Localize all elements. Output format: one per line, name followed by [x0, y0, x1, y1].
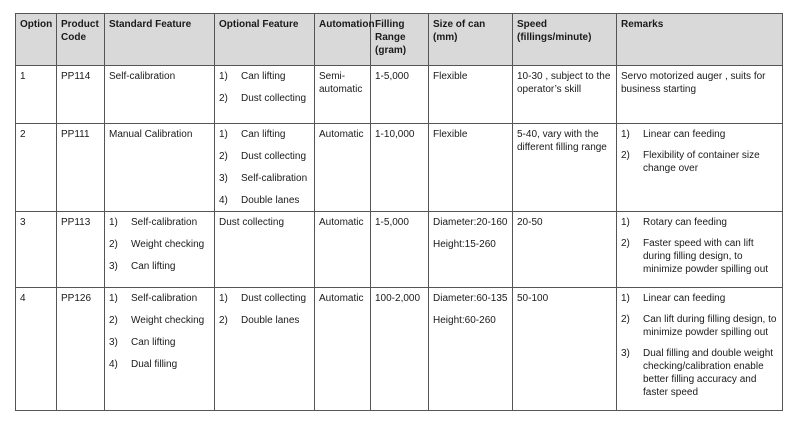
remark-item — [621, 292, 778, 305]
remark-text: Linear can feeding — [643, 129, 726, 140]
standard-feature-text: Self-calibration — [131, 217, 198, 228]
can-size-text: Diameter:20-160 — [433, 217, 508, 228]
list-number: 4) — [109, 359, 118, 370]
cell-filling-range: 100-2,000 — [371, 288, 429, 411]
optional-feature-text: Double lanes — [241, 195, 300, 206]
optional-feature-text: Dust collecting — [241, 293, 307, 304]
cell-automation: Automatic — [315, 288, 371, 411]
standard-feature-text: Weight checking — [131, 315, 205, 326]
cell-remarks — [617, 66, 783, 124]
list-number: 1) — [219, 293, 228, 304]
cell-option: 2 — [16, 124, 57, 212]
list-number: 1) — [621, 217, 630, 228]
cell-can-size — [429, 288, 513, 411]
table-row — [16, 288, 783, 411]
cell-optional-feature — [215, 212, 315, 288]
cell-option: 1 — [16, 66, 57, 124]
can-size-text: Flexible — [433, 129, 468, 140]
list-number: 2) — [621, 150, 630, 161]
remark-text: Faster speed with can lift during filling design, to minimize powder spilling out — [643, 238, 769, 275]
optional-feature-list — [219, 70, 310, 105]
optional-feature-item — [219, 70, 310, 83]
remark-list — [621, 128, 778, 175]
remark-list — [621, 292, 778, 399]
optional-feature-text: Double lanes — [241, 315, 300, 326]
header-standard-feature: Standard Feature — [105, 14, 215, 66]
optional-feature-item — [219, 92, 310, 105]
header-option: Option — [16, 14, 57, 66]
optional-feature-text: Dust collecting — [219, 217, 285, 228]
cell-can-size — [429, 66, 513, 124]
cell-option: 4 — [16, 288, 57, 411]
remark-item — [621, 313, 778, 339]
list-number: 1) — [621, 129, 630, 140]
optional-feature-item — [219, 128, 310, 141]
remark-text: Can lift during filling design, to minimize powder spilling out — [643, 314, 777, 338]
optional-feature-text: Can lifting — [241, 71, 286, 82]
list-number: 1) — [109, 293, 118, 304]
table-row — [16, 124, 783, 212]
cell-product-code: PP114 — [57, 66, 105, 124]
remark-item — [621, 216, 778, 229]
list-number: 2) — [109, 239, 118, 250]
optional-feature-item — [219, 150, 310, 163]
header-speed: Speed (fillings/minute) — [513, 14, 617, 66]
header-filling-range: Filling Range (gram) — [371, 14, 429, 66]
remark-text: Linear can feeding — [643, 293, 726, 304]
table-row — [16, 212, 783, 288]
header-optional-feature: Optional Feature — [215, 14, 315, 66]
can-size-text: Height:60-260 — [433, 315, 496, 326]
remark-item — [621, 128, 778, 141]
cell-remarks — [617, 288, 783, 411]
cell-speed: 50-100 — [513, 288, 617, 411]
can-size-text: Flexible — [433, 71, 468, 82]
remark-text: Flexibility of container size change over — [643, 150, 760, 174]
optional-feature-text: Dust collecting — [241, 151, 307, 162]
standard-feature-item — [109, 238, 210, 251]
cell-product-code: PP126 — [57, 288, 105, 411]
list-number: 3) — [621, 348, 630, 359]
product-table-container — [15, 13, 783, 411]
standard-feature-list — [109, 216, 210, 273]
cell-remarks — [617, 124, 783, 212]
cell-automation: Automatic — [315, 212, 371, 288]
list-number: 2) — [219, 315, 228, 326]
cell-can-size — [429, 212, 513, 288]
standard-feature-text: Self-calibration — [109, 71, 176, 82]
header-product-code: Product Code — [57, 14, 105, 66]
optional-feature-text: Self-calibration — [241, 173, 308, 184]
can-size-text: Diameter:60-135 — [433, 293, 508, 304]
product-comparison-table — [15, 13, 783, 411]
cell-speed: 20-50 — [513, 212, 617, 288]
optional-feature-text: Dust collecting — [241, 93, 307, 104]
header-can-size: Size of can (mm) — [429, 14, 513, 66]
list-number: 1) — [109, 217, 118, 228]
standard-feature-item — [109, 260, 210, 273]
cell-standard-feature — [105, 288, 215, 411]
cell-automation: Semi-automatic — [315, 66, 371, 124]
list-number: 1) — [219, 129, 228, 140]
list-number: 4) — [219, 195, 228, 206]
standard-feature-item — [109, 292, 210, 305]
list-number: 2) — [621, 314, 630, 325]
header-remarks: Remarks — [617, 14, 783, 66]
standard-feature-text: Self-calibration — [131, 293, 198, 304]
list-number: 2) — [621, 238, 630, 249]
standard-feature-text: Can lifting — [131, 337, 176, 348]
table-row — [16, 66, 783, 124]
optional-feature-list — [219, 292, 310, 327]
cell-product-code: PP113 — [57, 212, 105, 288]
cell-optional-feature — [215, 124, 315, 212]
remark-list — [621, 216, 778, 276]
cell-filling-range: 1-10,000 — [371, 124, 429, 212]
can-size-text: Height:15-260 — [433, 239, 496, 250]
list-number: 2) — [109, 315, 118, 326]
standard-feature-item — [109, 314, 210, 327]
remark-item — [621, 347, 778, 399]
cell-filling-range: 1-5,000 — [371, 66, 429, 124]
remark-text: Servo motorized auger , suits for business starting — [621, 71, 766, 95]
cell-standard-feature — [105, 66, 215, 124]
header-row — [16, 14, 783, 66]
remark-item — [621, 149, 778, 175]
optional-feature-list — [219, 128, 310, 207]
list-number: 1) — [219, 71, 228, 82]
remark-item — [621, 237, 778, 276]
cell-speed: 10-30 , subject to the operator’s skill — [513, 66, 617, 124]
list-number: 2) — [219, 151, 228, 162]
standard-feature-text: Can lifting — [131, 261, 176, 272]
standard-feature-item — [109, 336, 210, 349]
cell-option: 3 — [16, 212, 57, 288]
cell-standard-feature — [105, 124, 215, 212]
list-number: 1) — [621, 293, 630, 304]
optional-feature-item — [219, 292, 310, 305]
cell-remarks — [617, 212, 783, 288]
standard-feature-item — [109, 358, 210, 371]
standard-feature-item — [109, 216, 210, 229]
cell-product-code: PP111 — [57, 124, 105, 212]
optional-feature-text: Can lifting — [241, 129, 286, 140]
remark-text: Dual filling and double weight checking/calibration enable better filling accuracy and faster speed — [643, 348, 774, 398]
list-number: 3) — [219, 173, 228, 184]
cell-standard-feature — [105, 212, 215, 288]
cell-speed: 5-40, vary with the different filling range — [513, 124, 617, 212]
cell-automation: Automatic — [315, 124, 371, 212]
cell-filling-range: 1-5,000 — [371, 212, 429, 288]
cell-can-size — [429, 124, 513, 212]
optional-feature-item — [219, 314, 310, 327]
list-number: 3) — [109, 337, 118, 348]
standard-feature-text: Manual Calibration — [109, 129, 193, 140]
cell-optional-feature — [215, 288, 315, 411]
optional-feature-item — [219, 172, 310, 185]
remark-text: Rotary can feeding — [643, 217, 727, 228]
header-automation: Automation — [315, 14, 371, 66]
standard-feature-text: Weight checking — [131, 239, 205, 250]
list-number: 3) — [109, 261, 118, 272]
standard-feature-list — [109, 292, 210, 371]
list-number: 2) — [219, 93, 228, 104]
cell-optional-feature — [215, 66, 315, 124]
standard-feature-text: Dual filling — [131, 359, 178, 370]
optional-feature-item — [219, 194, 310, 207]
